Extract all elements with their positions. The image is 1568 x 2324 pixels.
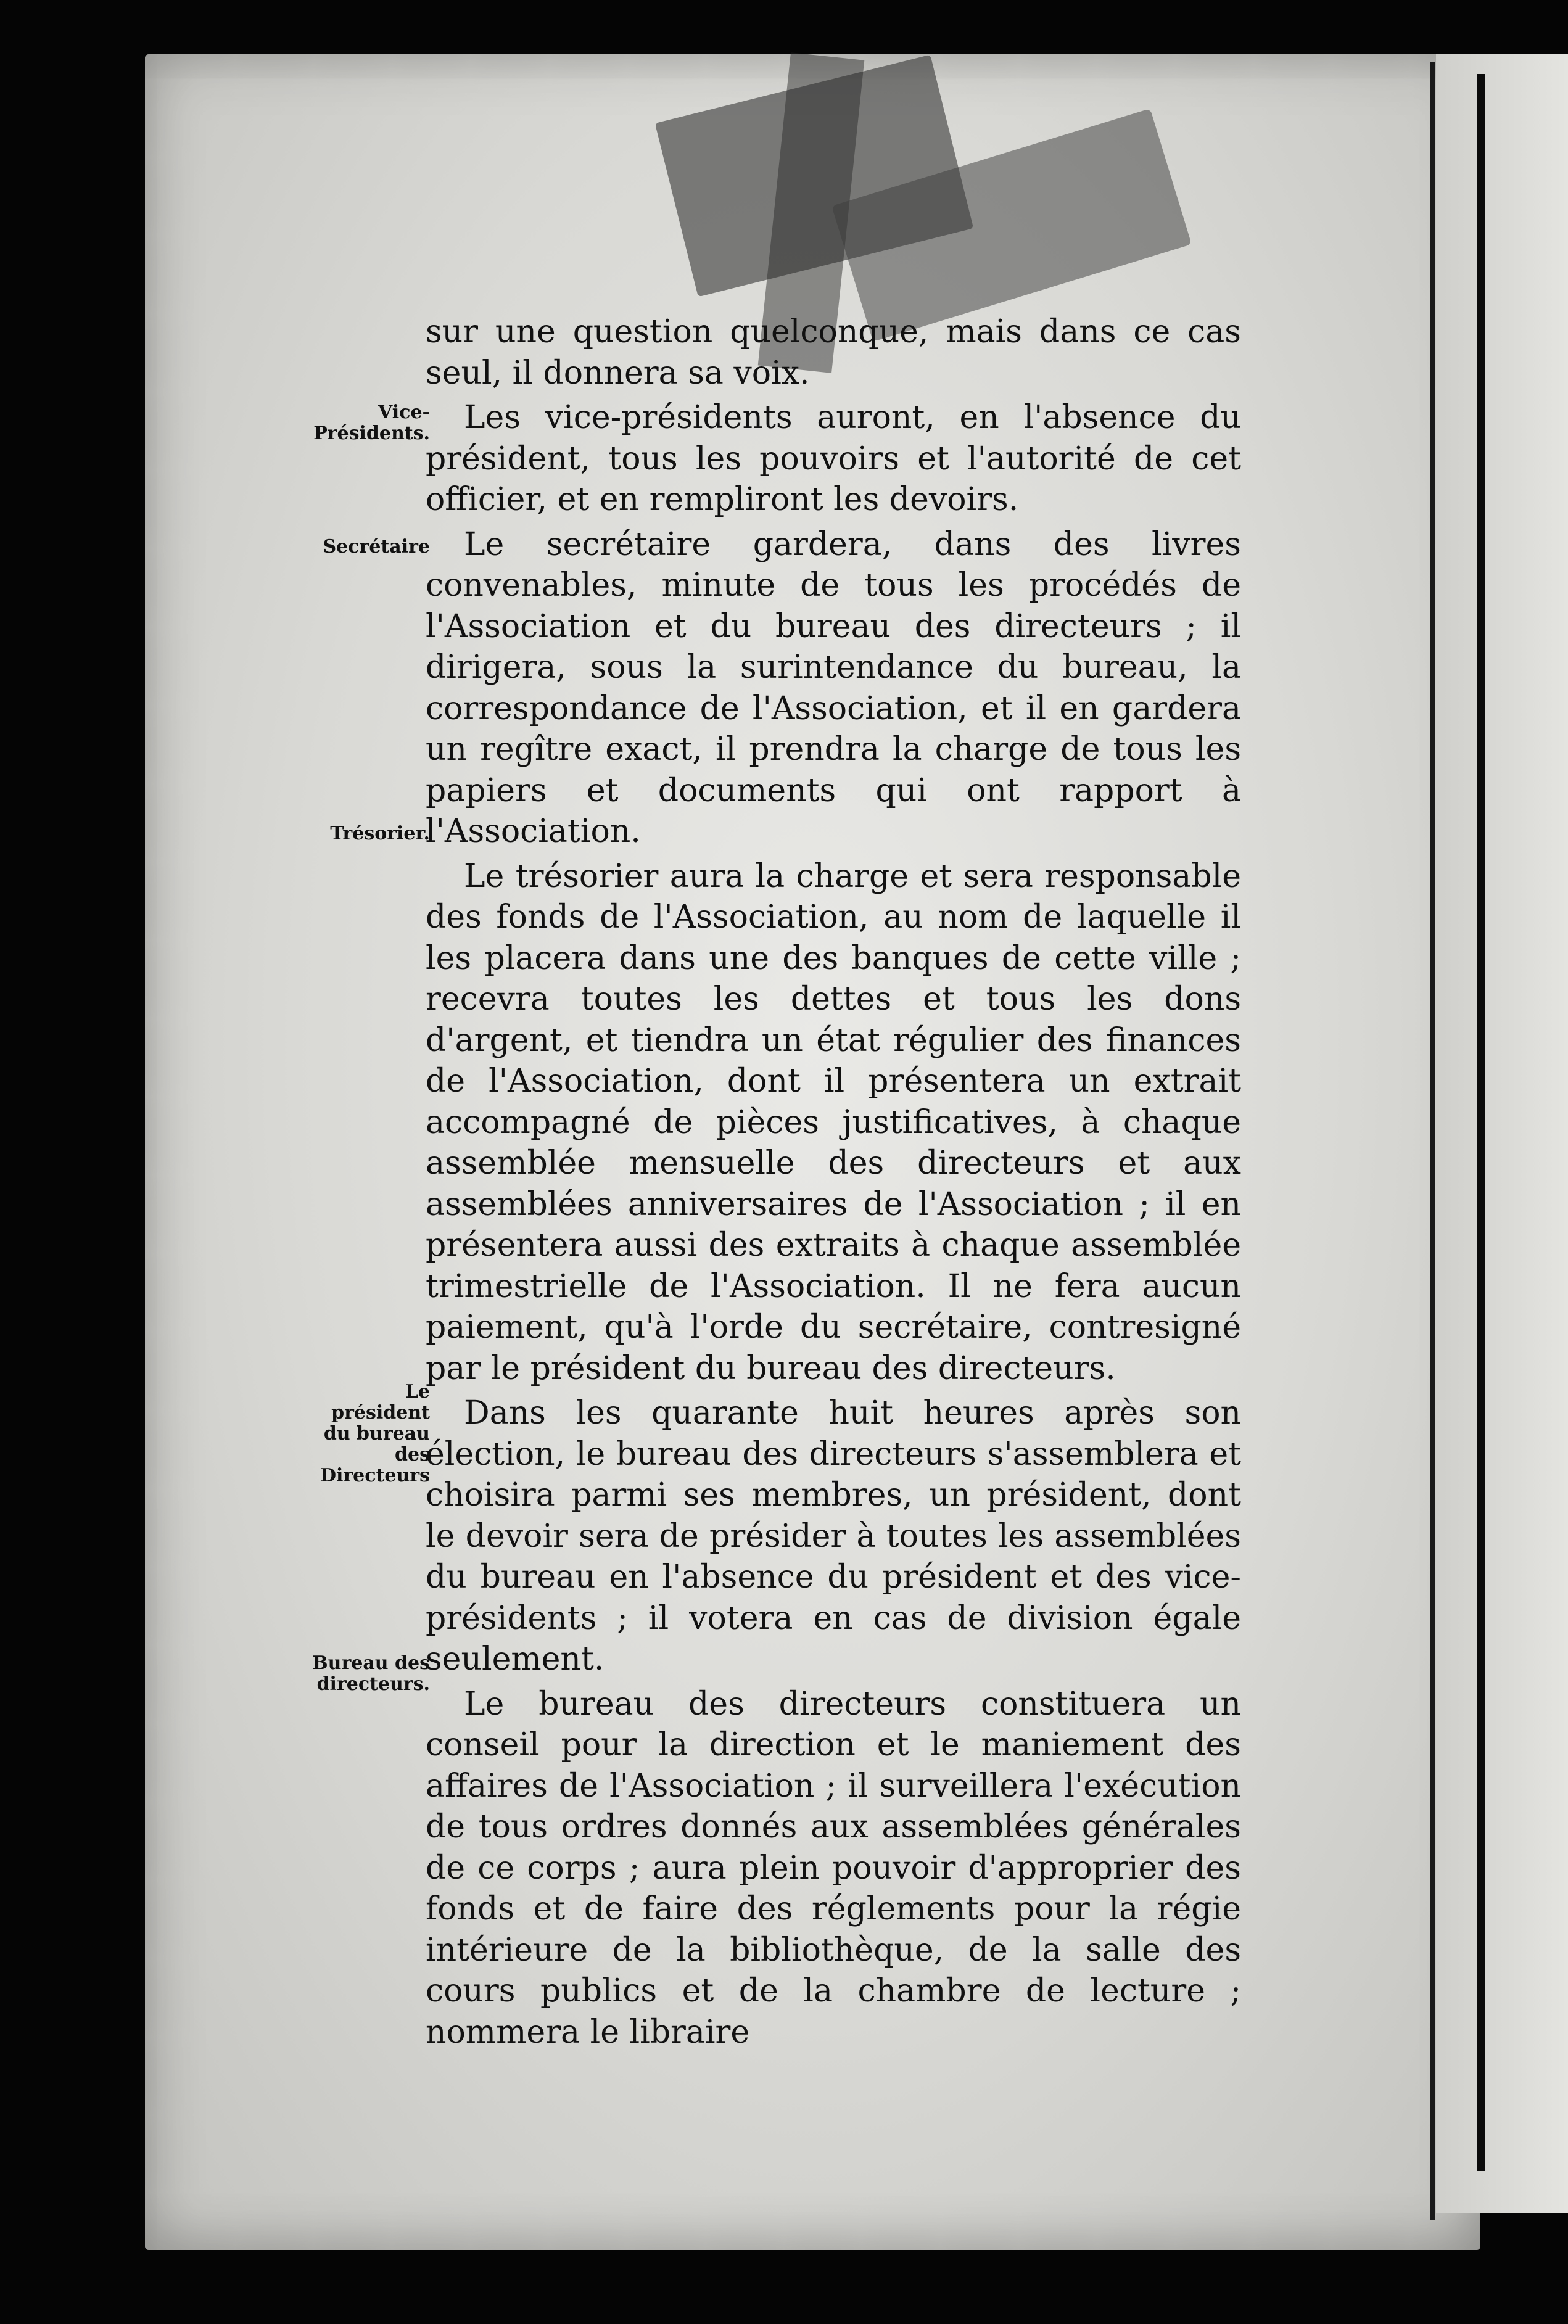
paragraph-bureau-directeurs: Le bureau des directeurs constituera un conseil pour la direction et le maniement des affaires de l'Association ; il surveillera l'exécution de tous ordres donnés aux assemblées générales de ce corps ; aura plein pouvoir d'approprier des fonds et de faire des réglements pour la régie intérieure de la bibliothèque, de la salle des cours publics et de la chambre de lecture ; nommera le libraire — [426, 1685, 1241, 2051]
margin-note-vice-presidents: Vice-Présidents. — [313, 402, 430, 444]
margin-note-secretaire: Secrétaire — [323, 536, 430, 558]
paragraph-vice-presidents: Les vice-présidents auront, en l'absence du président, tous les pouvoirs et l'autorité de cet officier, et en rempliront les devoirs. — [426, 399, 1241, 518]
paragraph-secretaire: Le secrétaire gardera, dans des livres convenables, minute de tous les procédés de l'Association et du bureau des directeurs ; il dirigera, sous la surintendance du bureau, la correspondance de l'Association, et il en gardera un regître exact, il prendra la charge de tous les papiers et documents qui ont rapport à l'Association. — [426, 525, 1241, 850]
binding-fold — [1477, 74, 1485, 2171]
paragraph-continuation: sur une question quelconque, mais dans ce cas seul, il donnera sa voix. — [426, 313, 1241, 392]
margin-note-tresorier: Trésorier. — [330, 823, 430, 844]
body-text — [426, 311, 1241, 2056]
facing-page-strip — [1436, 54, 1568, 2213]
margin-note-bureau-directeurs: Bureau des directeurs. — [312, 1652, 430, 1695]
paragraph-tresorier: Le trésorier aura la charge et sera responsable des fonds de l'Association, au nom de laquelle il les placera dans une des banques de cette ville ; recevra toutes les dettes et tous les dons d'argent, et tiendra un état régulier des finances de l'Association, dont il présentera un extrait accompagné de pièces justificatives, à chaque assemblée mensuelle des directeurs et aux assemblées anniversaires de l'Association ; il en présentera aussi des extraits à chaque assemblée trimestrielle de l'Association. Il ne fera aucun paiement, qu'à l'orde du secrétaire, contresigné par le président du bureau des directeurs. — [426, 857, 1241, 1387]
paragraph-president-bureau: Dans les quarante huit heures après son élection, le bureau des directeurs s'assemblera et choisira parmi ses membres, un président, dont le devoir sera de présider à toutes les assemblées du bureau en l'absence du président et des vice-présidents ; il votera en cas de division égale seulement. — [426, 1395, 1241, 1678]
page-edge — [1430, 62, 1435, 2220]
margin-note-president-bureau: Le président du bureau des Directeurs — [320, 1381, 430, 1486]
